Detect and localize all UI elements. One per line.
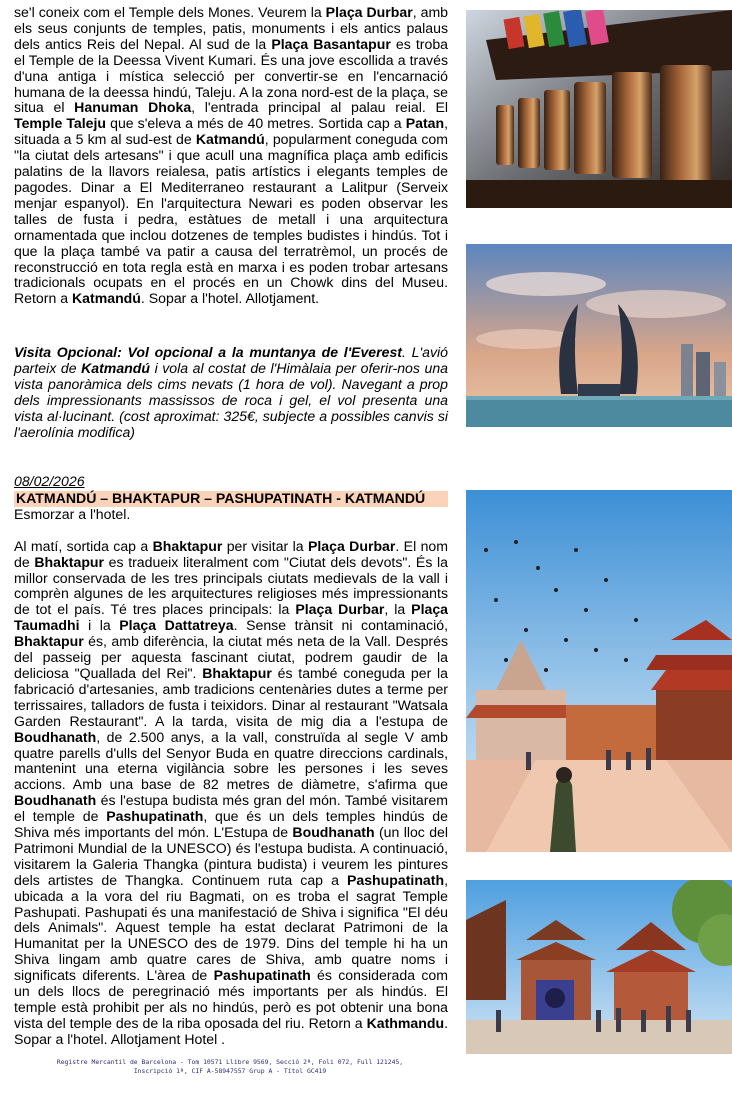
- bold-term: Bhaktapur: [202, 664, 272, 681]
- text-run: és, amb diferència, la ciutat més neta de la Vall. Després del passeig per aquesta fascinant ciutat, podrem gaudir de la deliciosa "Quallada del Rei".: [14, 633, 448, 681]
- text-run: i vola al costat de l'Himàlaia per oferir-nos una vista panoràmica dels cims nevats (1 hora de vol). Navegant a prop dels impressionants massissos de roca i gel, el vol presenta una vista al·lucinant. (cost aproximat: 325€, subjecte a possibles canvis si l'aerolínia modifica): [14, 359, 449, 440]
- text-run: és l'estupa budista més gran del món. També visitarem el temple de: [14, 792, 448, 825]
- text-run: , ubicada a la vora del riu Bagmati, on es troba el sagrat Temple Pashupati. Pashupati és una manifestació de Shiva i significa "El déu dels Animals". Aquest temple ha estat declarat Patrimoni de la Humanitat per la UNESCO des de 1979. Dins del temple hi ha un Shiva lingam amb quatre cares de Shiva, amb quatre noms i significats diferents. L'àrea de: [14, 871, 448, 984]
- bold-term: Bhaktapur: [152, 537, 223, 554]
- bold-term: Katmandú: [71, 290, 141, 307]
- text-run: Al matí, sortida cap a: [14, 537, 153, 554]
- text-run: . El nom de: [14, 537, 449, 570]
- text-run: . Sense trànsit ni contaminació,: [233, 617, 448, 634]
- paragraph-bhaktapur-boudhanath-pashupatinath: [14, 539, 448, 1048]
- section-day-08-02: [14, 474, 448, 1048]
- text-run: , la: [384, 601, 412, 618]
- section-previous-day: [14, 5, 448, 307]
- bold-term: Kathmandu: [366, 1014, 445, 1031]
- text-run: . Sopar a l'hotel. Allotjament.: [140, 290, 320, 307]
- day-title: KATMANDÚ – BHAKTAPUR – PASHUPATINATH - KATMANDÚ: [14, 491, 448, 507]
- text-run: per visitar la: [222, 537, 308, 554]
- text-run: es troba el Temple de la Deessa Vivent Kumari. És una jove escollida a través d'una antiga i mística selecció per convertir-se en l'encarnació humana de la deessa hindú, Taleju. A la zona nord-est de la plaça, se situa el: [14, 35, 448, 116]
- paragraph-optional-visit: [14, 345, 448, 440]
- text-run: , que és un dels temples hindús de Shiva més importants del món. L'Estupa de: [14, 808, 448, 841]
- text-run: és considerada com un dels llocs de peregrinació més importants per als hindús. El temple està prohibit per als no hindús, però es pot obtenir una bona vista del temple des de la riba oposada del riu. Retorn a: [14, 967, 448, 1031]
- bold-term: Plaça Dattatreya: [119, 617, 234, 634]
- footer-line-2: Inscripció 1ª, CIF A-58947557 Grup A - Títol GC419: [133, 1067, 327, 1075]
- company-registration-footer: [30, 1058, 430, 1076]
- text-run: , de 2.500 anys, a la vall, construïda al segle V amb quatre parells d'ulls del Senyor Buda en quatre direccions cardinals, mantenint una eterna vigilància sobre les persones i les seves accions. Amb una base de 82 metres de diàmetre, s'afirma que: [14, 728, 448, 793]
- text-run: i la: [79, 617, 120, 634]
- bold-term: Visita Opcional: Vol opcional a la muntanya de l'Everest: [14, 344, 402, 360]
- bhaktapur-durbar-square-photo: [466, 490, 732, 852]
- text-run: , situada a 5 km al sud-est de: [14, 115, 449, 148]
- text-run: que s'eleva a més de 40 metres. Sortida cap a: [106, 115, 406, 132]
- kathmandu-durbar-temples-photo: [466, 880, 732, 1054]
- text-run: . L'avió parteix de: [14, 344, 449, 376]
- bold-term: Boudhanath: [292, 824, 375, 841]
- bold-term: Pashupatinath: [346, 871, 445, 888]
- doha-skyline-photo: [466, 244, 732, 427]
- text-run: és també coneguda per la fabricació d'artesanies, amb tradicions centenàries dutes a terme per terrissaires, talladors de fusta i teixidors. Dinar al restaurant "Watsala Garden Restaurant". A la tarda, visita de mig dia a l'estupa de: [14, 664, 449, 729]
- text-run: (un lloc del Patrimoni Mundial de la UNESCO) és l'estupa budista. A continuació, visitarem la Galeria Thangka (pintura budista) i veurem les pintures dels artistes de Thangka. Continuem ruta cap a: [14, 824, 449, 888]
- prayer-wheels-photo: [466, 10, 732, 208]
- optional-everest-flight: [14, 345, 448, 440]
- text-run: se'l coneix com el Temple dels Mones. Veurem la: [14, 4, 326, 20]
- text-run: . Sopar a l'hotel. Allotjament Hotel .: [14, 1014, 448, 1047]
- paragraph-kathmandu-patan: [14, 5, 448, 307]
- bold-term: Temple Taleju: [14, 115, 107, 132]
- bold-term: Boudhanath: [14, 792, 97, 809]
- footer-line-1: Registre Mercantil de Barcelona - Tom 10571 Llibre 9569, Secció 2ª, Foli 072, Full 121245,: [56, 1058, 404, 1066]
- bold-term: Bhaktapur: [34, 553, 105, 570]
- day-date: 08/02/2026: [14, 473, 85, 489]
- bold-term: Katmandú: [195, 131, 265, 148]
- bold-term: Plaça Durbar: [325, 4, 413, 20]
- bold-term: Plaça Durbar: [295, 601, 385, 618]
- bold-term: Katmandú: [81, 359, 151, 376]
- bold-term: Bhaktapur: [14, 633, 84, 650]
- bold-term: Patan: [405, 115, 445, 132]
- bold-term: Pashupatinath: [213, 967, 311, 984]
- text-run: , l'entrada principal al palau reial. El: [191, 99, 448, 116]
- bold-term: Plaça Taumadhi: [14, 601, 449, 634]
- bold-term: Boudhanath: [14, 728, 97, 745]
- text-run: , popularment coneguda com "la ciutat dels artesans" i que acull una magnífica plaça amb edificis palatins de la llavors reialesa, patis artístics i elegants temples de pagodes. Dinar a El Mediterraneo restaurant a Lalitpur (Serveix menjar espanyol). En l'arquitectura Newari es poden observar les talles de fusta i pedra, estàtues de metall i una arquitectura ornamentada que inclou dotzenes de temples budistes i hindús. Tot i que la plaça també va patir a causa del terratrèmol, un procés de reconstrucció en tota regla està en marxa i es poden trobar artesans tradicionals ocupats en el procés en un Chowk dins del Museu. Retorn a: [14, 131, 448, 307]
- bold-term: Plaça Durbar: [307, 537, 396, 554]
- text-run: , amb els seus conjunts de temples, patis, monuments i els antics palaus dels antics Reis del Nepal. Al sud de la: [14, 4, 449, 52]
- breakfast-line: Esmorzar a l'hotel.: [14, 505, 131, 522]
- bold-term: Hanuman Dhoka: [74, 99, 192, 116]
- bold-term: Pashupatinath: [106, 808, 204, 825]
- text-run: es tradueix literalment com "Ciutat dels devots". És la millor conservada de les tres principals ciutats medievals de la vall i comprèn algunes de les arquitectures religioses més impressionants de tot el país. Té tres places principals: la: [14, 553, 448, 618]
- bold-term: Plaça Basantapur: [271, 35, 391, 52]
